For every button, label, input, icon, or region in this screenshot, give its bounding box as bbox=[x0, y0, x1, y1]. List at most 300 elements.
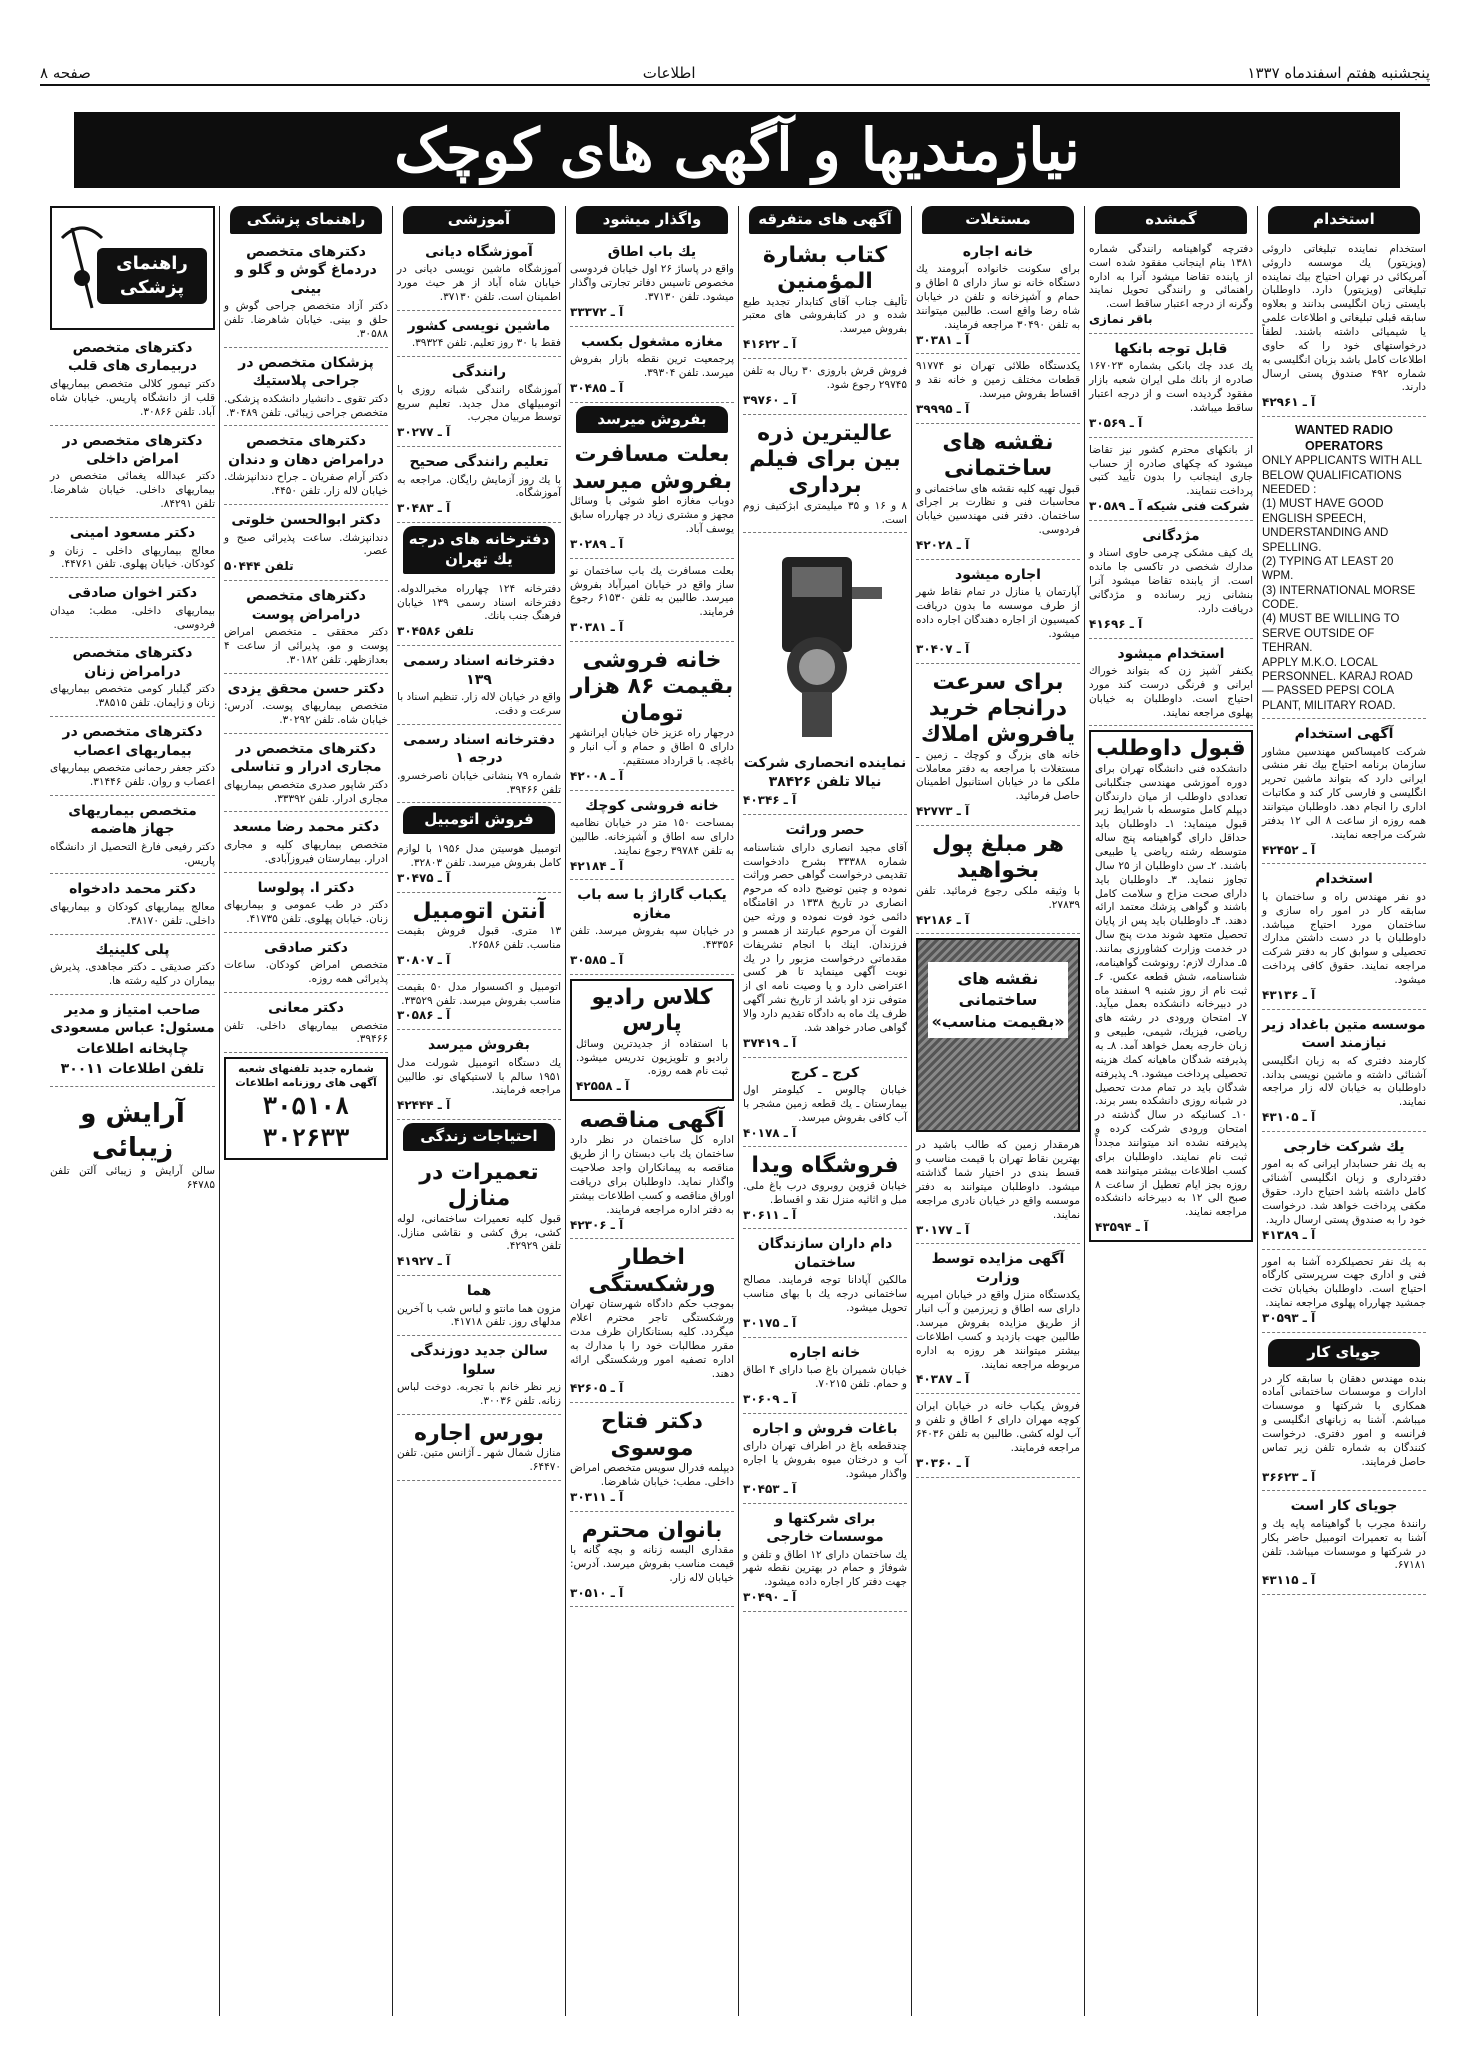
ad-title: سالن جدید دوزندگی سلوا bbox=[410, 1343, 548, 1378]
ad-title: دكترهای متخصص در امراض داخلی bbox=[62, 432, 203, 467]
ad-item bbox=[50, 521, 215, 578]
ad-title: دكتر اخوان صادقی bbox=[67, 585, 198, 602]
ad-body: دكتر در طب عمومی و بیماریهای زنان. خیابان پهلوی. تلفن ۴۱۷۳۵. bbox=[224, 899, 388, 925]
ad-item bbox=[743, 751, 907, 815]
english-line: (3) INTERNATIONAL MORSE CODE. bbox=[1262, 584, 1416, 612]
ad-item bbox=[1262, 240, 1426, 417]
ad-title: دكترهای متخصص در بیماریهای اعصاب bbox=[62, 724, 203, 759]
subsection-heading: فروش اتومبیل bbox=[403, 806, 555, 834]
ad-number: آ ـ ۴۲۴۵۲ bbox=[1262, 842, 1316, 857]
ad-body: دكتر آرام صفریان ـ جراح دندانپزشك. خیابان لاله زار. تلفن ۴۴۵۰. bbox=[224, 471, 388, 498]
blueprint-photo bbox=[916, 938, 1080, 1132]
column-heading: آموزشی bbox=[403, 206, 555, 234]
ad-number: آ ـ ۴۱۹۲۷ bbox=[397, 1254, 451, 1269]
ad-number: آ ـ ۴۲۵۵۸ bbox=[576, 1079, 630, 1094]
ad-number: آ ـ ۴۲۱۸۶ bbox=[916, 912, 970, 927]
ad-item bbox=[224, 351, 388, 427]
ad-title: دكتر ابوالحسن خلوتی bbox=[231, 512, 381, 529]
ad-body: دكتر گیلبار كومی متخصص بیماریهای زنان و زایمان. تلفن ۳۸۵۱۵. bbox=[50, 683, 215, 710]
ad-number: تلفن ۳۰۴۵۸۶ bbox=[397, 624, 474, 639]
ad-item bbox=[743, 818, 907, 1057]
ad-title: خانه اجاره bbox=[962, 243, 1034, 260]
column-misc bbox=[738, 206, 911, 2016]
ad-body: درجهار راه عزیز خان خیابان ایرانشهر دارای ۵ اطاق و حمام و آب انبار و باغچه. با قرارداد مستقیم. bbox=[570, 727, 734, 767]
ad-number: آ ـ ۴۳۱۳۶ bbox=[1262, 987, 1316, 1002]
ad-item bbox=[570, 1105, 734, 1239]
column-heading: مستغلات bbox=[922, 206, 1074, 234]
ad-title: برای شركتها و موسسات خارجی bbox=[766, 1510, 884, 1546]
ad-number: آ ـ ۳۰۳۸۱ bbox=[570, 620, 624, 635]
ad-item bbox=[743, 1417, 907, 1504]
ad-body: خیابان چالوس ـ كیلومتر اول بیمارستان ـ یك قطعه زمین مشجر با آب كافی بفروش میرسد. bbox=[743, 1083, 907, 1124]
ad-number: آ ـ ۳۹۷۶۰ bbox=[743, 392, 797, 407]
ad-title: پلی كلینیك bbox=[95, 941, 170, 958]
beauty-salon-body: سالن آرایش و زیبائی آلتن تلفن ۶۴۷۸۵ bbox=[50, 1165, 215, 1192]
ad-item bbox=[570, 1515, 734, 1608]
ad-title: اخطار ورشكستگی bbox=[588, 1245, 716, 1297]
ad-number: آ ـ ۴۱۳۸۹ bbox=[1262, 1227, 1316, 1242]
ad-item bbox=[1089, 337, 1253, 438]
ad-title: پزشكان متخصص در جراحی پلاستیك bbox=[238, 354, 374, 390]
ad-number: آ ـ ۳۰۵۱۰ bbox=[570, 1585, 624, 1600]
ad-item bbox=[570, 1406, 734, 1511]
ad-item bbox=[397, 1339, 561, 1415]
column-heading: واگذار میشود bbox=[576, 206, 728, 234]
ad-body: متخصص بیماریهای داخلی. تلفن ۳۹۴۶۶. bbox=[224, 1019, 388, 1046]
ad-number: آ ـ ۴۲۶۰۵ bbox=[570, 1381, 624, 1396]
ad-item bbox=[50, 877, 215, 934]
ad-number: آ ـ ۴۲۹۶۱ bbox=[1262, 395, 1316, 410]
newspaper-name: اطلاعات bbox=[642, 64, 696, 82]
ad-item bbox=[224, 876, 388, 933]
ad-title: یك شركت خارجی bbox=[1283, 1138, 1405, 1155]
ad-item bbox=[50, 720, 215, 796]
ad-number: آ ـ ۳۰۵۶۹ bbox=[1089, 415, 1143, 430]
ad-item bbox=[916, 357, 1080, 423]
ad-item bbox=[1262, 1253, 1426, 1333]
section-banner: نیازمندیها و آگهی های کوچک bbox=[74, 112, 1400, 188]
ad-title: استخدام میشود bbox=[1117, 645, 1225, 662]
subsection-heading: احتیاجات زندگی bbox=[403, 1123, 555, 1151]
ad-number: آ ـ ۴۳۵۹۴ bbox=[1095, 1220, 1149, 1235]
ad-body: دكتر محققی ـ متخصص امراض پوست و مو. پذیرائی از ساعت ۴ بعدازظهر. تلفن ۳۰۱۸۲. bbox=[224, 626, 388, 666]
ad-item bbox=[570, 1242, 734, 1403]
ad-title: اجاره میشود bbox=[955, 566, 1041, 583]
ad-title: مژدگانی bbox=[1142, 527, 1200, 544]
ad-item bbox=[50, 938, 215, 995]
ad-number: آ ـ ۴۳۱۱۵ bbox=[1262, 1573, 1316, 1588]
photo-caption: نقشه های ساختمانی «بقیمت مناسب» bbox=[928, 962, 1068, 1037]
ad-number: آ ـ ۳۰۴۹۰ bbox=[743, 1590, 797, 1605]
ad-title: دكترهای متخصص دردماغ گوش و گلو و بینی bbox=[235, 243, 377, 297]
ad-number: آ ـ ۳۶۶۲۳ bbox=[1262, 1469, 1316, 1484]
ad-title: دكتر صادقی bbox=[264, 939, 348, 956]
english-ad-title: WANTED RADIO OPERATORS bbox=[1295, 423, 1393, 453]
ad-number: آ ـ ۳۰۵۸۶ bbox=[397, 1008, 451, 1023]
ad-item bbox=[743, 1507, 907, 1612]
ad-body: رانندهٔ مجرب با گواهینامه پایه یك و آشنا به تعمیرات اتومبیل حاضر بكار در شركتها و موسسات میباشد. تلفن ۶۷۱۸۱. bbox=[1262, 1517, 1426, 1572]
column-real-estate bbox=[911, 206, 1084, 2016]
ad-body: ۱۳ متری. قبول فروش بقیمت مناسب. تلفن ۲۶۵۸۶. bbox=[397, 925, 561, 951]
ad-body: دانشكده فنی دانشگاه تهران برای دوره آموزشی مهندسی جنگلبانی تعدادی داوطلب از میان دارندگان دیپلم كامل متوسطه با شرایط زیر قبول مینماید: ۱ـ داوطلبان باید حداقل دارای گواهینامه پنج ساله متوسطه رشته ریاضی یا طبیعی باشند. ۲ـ سن داوطلبان از ۲۵ سال تجاوز ننماید. ۳ـ داوطلبان باید دارای صحت مزاج و سلامت كامل باشند و گواهی پزشك معتمد ارائه دهند. ۴ـ داوطلبان باید پس از پایان تحصیل متعهد شوند مدت پنج سال در خدمت وزارت كشاورزی بمانند. ۵ـ مدارك لازم: رونوشت گواهینامه، شناسنامه، شش قطعه عكس. ۶ـ ثبت نام از روز شنبه ۹ اسفند ماه در دبیرخانه دانشكده بعمل میآید. ۷ـ امتحان ورودی در رشته های ریاضی، فیزیك، شیمی، طبیعی و زبان خارجه بعمل خواهد آمد. ۸ـ به پذیرفته شدگان ماهیانه كمك هزینه تحصیلی پرداخت میشود. ۹ـ پذیرفته شدگان باید در تمام مدت تحصیل در شبانه روزی دانشكده بسر برند. ۱۰ـ كسانیكه در سال گذشته در امتحان ورودی شركت كرده و پذیرفته نشده اند میتوانند مجدداً ثبت نام نمایند. داوطلبان برای كسب اطلاعات بیشتر میتوانند همه روزه بجز ایام تعطیل از ساعت ۸ صبح الی ۱۲ به دبیرخانه دانشكده مراجعه نمایند. bbox=[1095, 762, 1248, 1219]
subsection-heading: دفترخانه های درجه یك تهران bbox=[403, 526, 555, 574]
ad-item bbox=[570, 562, 734, 642]
column-heading: گمشده bbox=[1095, 206, 1247, 234]
phone-number: ۳۰۵۱۰۸ bbox=[262, 1091, 350, 1120]
ad-item bbox=[1089, 441, 1253, 521]
ad-body: آموزشگاه ماشین نویسی دیانی در خیابان شاه آباد از هر حیث مورد اطمینان است. تلفن ۳۷۱۳۰. bbox=[397, 263, 561, 303]
ad-item bbox=[397, 1279, 561, 1336]
ad-body: بعلت مسافرت یك باب ساختمان نو ساز واقع در خیابان امیرآباد بفروش میرسد. طالبین به تلفن ۶۱۵۳۰ رجوع فرمایند. bbox=[570, 564, 734, 619]
ad-item bbox=[224, 815, 388, 872]
ad-body: چندقطعه باغ در اطراف تهران دارای آب و درختان میوه بفروش یا اجاره واگذار میشود. bbox=[743, 1440, 907, 1480]
ad-item bbox=[50, 581, 215, 638]
ad-item bbox=[570, 883, 734, 974]
ad-item bbox=[397, 314, 561, 357]
ad-number: آ ـ ۳۰۴۰۷ bbox=[916, 641, 970, 656]
ad-item bbox=[224, 584, 388, 674]
ad-item bbox=[916, 1247, 1080, 1394]
printer-line: چاپخانه اطلاعات bbox=[76, 1040, 189, 1057]
ad-body: دفترخانه ۱۲۴ چهارراه مخبرالدوله. دفترخانه اسناد رسمی ۱۳۹ خیابان فرهنگ جنب بانك. bbox=[397, 582, 561, 623]
ad-item bbox=[1262, 1336, 1426, 1492]
ad-title: حصر وراثت bbox=[785, 822, 865, 839]
camera-illustration bbox=[743, 537, 907, 747]
ad-number: آ ـ ۳۹۹۹۵ bbox=[916, 401, 970, 416]
ad-title: جویای كار bbox=[1268, 1339, 1420, 1367]
ad-body: دكتر عبدالله یغمائی متخصص در بیماریهای داخلی. خیابان شاهرضا. تلفن ۸۴۲۹۱. bbox=[50, 470, 215, 511]
ad-body: بنده مهندس دهقان با سابقه كار در ادارات و موسسات ساختمانی آماده همكاری با شركتها و موسسات میباشم. آشنا به زبانهای انگلیسی و فرانسه و امور دفتری. درخواست كنندگان به شماره تلفن زیر تماس حاصل فرمایند. bbox=[1262, 1372, 1426, 1468]
ad-title: خانه اجاره bbox=[789, 1344, 861, 1361]
ad-body: دكتر آزاد متخصص جراحی گوش و حلق و بینی. خیابان شاهرضا. تلفن ۳۰۵۸۸. bbox=[224, 300, 388, 340]
column-transfer bbox=[565, 206, 738, 2016]
ad-body: قبول كلیه تعمیرات ساختمانی، لوله كشی، برق كشی و نقاشی منازل. تلفن ۴۲۹۲۹. bbox=[397, 1212, 561, 1253]
ad-body: یكنفر آشپز زن كه بتواند خوراك ایرانی و فرنگی درست كند مورد احتیاج است. داوطلبان به خیابان پهلوی مراجعه نمایند. bbox=[1089, 664, 1253, 719]
ad-item bbox=[224, 936, 388, 993]
ad-number: آ ـ ۳۰۶۱۱ bbox=[743, 1207, 797, 1222]
ad-body: به یك نفر حسابدار ایرانی كه به امور دفترداری و زبان انگلیسی آشنائی كامل داشته باشد احتیاج دارد. حقوق مكفی پرداخت خواهد شد. درخواست خود را به صندوق پستی ارسال دارید. bbox=[1262, 1158, 1426, 1226]
ad-item bbox=[397, 580, 561, 646]
ad-title: یك باب اطاق bbox=[607, 243, 697, 260]
ad-body: واقع در پاساژ ۲۶ اول خیابان فردوسی مخصوص تاسیس دفاتر تجارتی واگذار میشود. تلفن ۳۷۱۳۰. bbox=[570, 263, 734, 303]
ad-body: معالج بیماریهای كودكان و بیماریهای داخلی. تلفن ۳۸۱۷۰. bbox=[50, 900, 215, 927]
ad-body: فقط با ۳۰ روز تعلیم. تلفن ۳۹۳۲۴. bbox=[411, 337, 561, 350]
ad-item bbox=[397, 1157, 561, 1276]
ad-body: متخصص امراض كودكان. ساعات پذیرائی همه روزه. bbox=[224, 959, 388, 986]
ad-title: ماشین نویسی كشور bbox=[407, 317, 551, 334]
ad-body: دكتر تیمور كلالی متخصص بیماریهای قلب از دانشگاه پاریس. خیابان شاه آباد. تلفن ۳۰۸۶۶. bbox=[50, 377, 215, 418]
ad-body: متخصص بیماریهای پوست. آدرس: خیابان شاه. تلفن ۳۰۲۹۲. bbox=[224, 700, 388, 726]
ad-body: بیماریهای داخلی. مطب: میدان فردوسی. bbox=[50, 604, 215, 631]
subsection-heading: بفروش میرسد bbox=[576, 406, 728, 434]
masthead-line bbox=[40, 62, 1430, 86]
ad-title: دكتر معانی bbox=[268, 1000, 344, 1017]
ad-number: آ ـ ۳۰۵۹۳ bbox=[1262, 1310, 1316, 1325]
column-heading: استخدام bbox=[1268, 206, 1420, 234]
ad-body: یك عدد چك بانكی بشماره ۱۶۷۰۲۳ صادره از بانك ملی ایران شعبه بازار مفقود گردیده است و از درجه اعتبار ساقط میباشد. bbox=[1089, 360, 1253, 414]
ad-number: آ ـ ۳۰۴۸۳ bbox=[397, 501, 451, 516]
camera-icon bbox=[742, 537, 907, 747]
ad-title: آگهی مزایده توسط وزارت bbox=[931, 1251, 1065, 1286]
ad-item bbox=[916, 240, 1080, 355]
phone-box-title: شماره جدید تلفنهای شعبه آگهی های روزنامه اطلاعات bbox=[235, 1063, 377, 1090]
ad-title: دفترخانه اسناد رسمی درجه ۱ bbox=[403, 731, 555, 767]
ad-title: جویای كار است bbox=[1290, 1498, 1398, 1515]
classified-columns bbox=[40, 206, 1430, 2016]
ad-body: معالج بیماریهای داخلی ـ زنان و كودكان. خیابان پهلوی. تلفن ۴۴۷۶۱. bbox=[50, 544, 215, 571]
ad-item bbox=[1089, 240, 1253, 334]
ad-body: دو نفر مهندس راه و ساختمان با سابقه كار در امور راه سازی و ساختمان مورد احتیاج میباشد. داوطلبان با در دست داشتن مدارك تحصیلی و سوابق كار به دفتر شركت مراجعه نمایند. حقوق كافی پرداخت میشود. bbox=[1262, 890, 1426, 987]
ad-body: مزون هما مانتو و لباس شب با آخرین مدلهای روز. تلفن ۴۱۷۱۸. bbox=[397, 1302, 561, 1329]
ad-item bbox=[916, 1397, 1080, 1477]
ad-item bbox=[570, 240, 734, 327]
ad-number: آ ـ ۳۰۳۱۱ bbox=[570, 1489, 624, 1504]
ad-body: دكتر تقوی ـ دانشیار دانشكده پزشكی. متخصص جراحی زیبائی. تلفن ۳۰۴۸۹. bbox=[224, 392, 388, 419]
ad-body: یك ساختمان دارای ۱۲ اطاق و تلفن و شوفاژ و حمام در بهترین نقطه شهر جهت دفتر كار اجاره داده میشود. bbox=[743, 1548, 907, 1589]
english-line: (1) MUST HAVE GOOD ENGLISH SPEECH, UNDERSTANDING AND SPELLING. bbox=[1262, 498, 1389, 554]
ad-item bbox=[224, 508, 388, 581]
ad-item bbox=[570, 645, 734, 791]
ad-item bbox=[397, 728, 561, 804]
ad-title: قابل توجه بانكها bbox=[1114, 340, 1228, 357]
ad-number: آ ـ ۳۰۸۰۷ bbox=[397, 952, 451, 967]
ad-body: اتومبیل و اكسسوار مدل ۵۰ بقیمت مناسب بفروش میرسد. تلفن ۳۳۵۲۹. bbox=[397, 980, 561, 1007]
ad-number: آ ـ ۴۲۱۸۴ bbox=[570, 858, 624, 873]
ad-item bbox=[50, 641, 215, 717]
ad-body: با یك روز آزمایش رایگان. مراجعه به آموزشگاه. bbox=[397, 473, 561, 500]
ad-item bbox=[397, 649, 561, 725]
ad-body: استخدام نماینده تبلیغاتی داروئی (ویزیتور) یك موسسه داروئی آمریكائی در تهران احتیاج بیك نماینده تبلیغاتی (ویزیتور) دارد. داوطلبان بایستی زبان انگلیسی بدانند و بعلاوه سابقه قبلی تبلیغاتی و اطلاعات علمی یا شیمیائی داشته باشند. لطفاً درخواستهای خود را كه حاوی اطلاعات كامل باشد بزبان انگلیسی به شماره ۴۹۲ صندوق پستی ارسال دارند. bbox=[1262, 242, 1426, 394]
ad-body: تألیف جناب آقای كتابدار تجدید طبع شده و در كتابفروشی های معتبر بفروش میرسد. bbox=[743, 295, 907, 336]
ad-title: قبول داوطلب bbox=[1096, 736, 1246, 762]
ad-item bbox=[916, 563, 1080, 664]
ad-item bbox=[570, 794, 734, 881]
ad-title: خانه فروشی بقیمت ۸۶ هزار تومان bbox=[570, 647, 734, 726]
ad-body: با استفاده از جدیدترین وسائل رادیو و تلویزیون تدریس میشود. ثبت نام همه روزه. bbox=[576, 1037, 728, 1078]
ad-item bbox=[570, 330, 734, 403]
ad-body: ۸ و ۱۶ و ۳۵ میلیمتری ابژكتیف زوم است. bbox=[743, 499, 908, 526]
ad-number: تلفن ۵۰۴۴۴ bbox=[224, 559, 294, 574]
ad-title: هر مبلغ پول بخواهید bbox=[931, 832, 1064, 884]
ad-title: بفروش میرسد bbox=[428, 1037, 530, 1054]
ad-title: كرج ـ كرج bbox=[790, 1064, 860, 1081]
ad-body: اتومبیل هوسیتن مدل ۱۹۵۶ با لوازم كامل بفروش میرسد. تلفن ۳۲۸۰۳. bbox=[397, 843, 561, 870]
english-line: APPLY M.K.O. LOCAL PERSONNEL. KARAJ ROAD — PASSED PEPSI COLA PLANT, MILITARY ROAD. bbox=[1262, 656, 1413, 712]
ad-body: منازل شمال شهر ـ آژانس متین. تلفن ۶۴۴۷۰. bbox=[397, 1447, 561, 1474]
ad-title: عالیترین ذره بین برای فیلم برداری bbox=[749, 420, 901, 499]
ad-title: دفترخانه اسناد رسمی ۱۳۹ bbox=[403, 653, 555, 688]
ad-body: اداره كل ساختمان در نظر دارد ساختمان یك باب دبستان را از طریق مناقصه به پیمانكاران واجد صلاحیت واگذار نماید. داوطلبان برای دریافت اوراق مناقصه و كسب اطلاعات بیشتر به دفتر اداره مراجعه فرمایند. bbox=[570, 1134, 734, 1216]
ad-number: آ ـ ۳۰۳۸۱ bbox=[916, 332, 970, 347]
ad-title: بورس اجاره bbox=[413, 1420, 545, 1446]
ad-item bbox=[224, 677, 388, 734]
ad-body: دكتر صدیقی ـ دكتر مجاهدی. پذیرش بیماران در كلیه رشته ها. bbox=[50, 961, 215, 987]
ad-item bbox=[397, 1418, 561, 1481]
ad-item bbox=[743, 362, 907, 415]
ad-title: آگهی مناقصه bbox=[579, 1108, 725, 1134]
medical-emblem bbox=[50, 206, 215, 330]
english-ad bbox=[1262, 420, 1426, 719]
english-line: (4) MUST BE WILLING TO SERVE OUTSIDE OF TEHRAN. bbox=[1262, 613, 1400, 655]
ad-item bbox=[570, 439, 734, 558]
ad-body: از بانكهای محترم كشور نیز تقاضا میشود كه چكهای صادره از حساب جاری اینجانب را بدون تأیید كتبی پرداخت ننمایند. bbox=[1089, 443, 1253, 498]
ad-item bbox=[50, 336, 215, 426]
ad-title: دكترهای متخصص درامراض زنان bbox=[72, 645, 193, 680]
ad-number: آ ـ ۳۳۳۷۲ bbox=[570, 304, 624, 319]
ad-item bbox=[743, 1341, 907, 1414]
ad-item bbox=[224, 996, 388, 1053]
ad-item bbox=[1262, 722, 1426, 864]
ad-title: دكتر ا. پولوسا bbox=[257, 879, 355, 896]
ad-title: دكتر فتاح موسوی bbox=[601, 1409, 703, 1461]
ad-body: واقع در خیابان لاله زار. تنظیم اسناد با سرعت و دقت. bbox=[397, 691, 561, 717]
column-heading: راهنمای پزشكی bbox=[97, 248, 207, 304]
ad-number: آ ـ ۴۳۱۰۵ bbox=[1262, 1110, 1316, 1125]
ad-item bbox=[1089, 642, 1253, 727]
ad-item bbox=[916, 427, 1080, 560]
ad-title: آگهی استخدام bbox=[1294, 726, 1394, 743]
column-heading: راهنمای پزشكی bbox=[230, 206, 382, 234]
ad-number: آ ـ ۴۰۱۷۸ bbox=[743, 1125, 797, 1140]
ad-body: كارمند دفتری كه به زبان انگلیسی آشنائی داشته و ماشین نویسی بداند. داوطلبان به خیابان لاله زار مراجعه نمایند. bbox=[1262, 1054, 1426, 1109]
ad-body: بموجب حكم دادگاه شهرستان تهران ورشكستگی تاجر محترم اعلام میگردد. كلیه بستانكاران ظرف مدت مقرر مطالبات خود را با مدارك به اداره تصفیه امور ورشكستگی ارائه دهند. bbox=[570, 1298, 734, 1380]
ad-number: آ ـ ۴۲۰۰۸ bbox=[570, 768, 624, 783]
phone-number: ۳۰۲۶۳۳ bbox=[262, 1123, 350, 1152]
ad-number: آ ـ ۴۱۶۹۶ bbox=[1089, 616, 1143, 631]
ad-body: فروش یكباب خانه در خیابان ایران كوچه مهران دارای ۶ اطاق و تلفن و آب لوله كشی. طالبین به تلفن ۶۴۰۳۶ مراجعه فرمایند. bbox=[916, 1400, 1080, 1454]
column-medical-b bbox=[46, 206, 219, 2016]
ad-item bbox=[916, 829, 1080, 934]
ad-body: در خیابان سپه بفروش میرسد. تلفن ۴۳۳۵۶. bbox=[570, 925, 734, 952]
ad-item bbox=[224, 240, 388, 348]
ad-number: آ ـ ۴۱۶۲۲ bbox=[743, 337, 797, 352]
ad-item bbox=[1262, 1494, 1426, 1595]
ad-title: موسسه متین باغداد زیر نیازمند است bbox=[1262, 1016, 1426, 1052]
column-heading: آگهی های متفرقه bbox=[749, 206, 901, 234]
admission-notice bbox=[1089, 730, 1253, 1242]
ad-item bbox=[397, 978, 561, 1031]
ad-title: تعمیرات در منازل bbox=[419, 1159, 539, 1212]
ad-body: دوباب مغازه اطو شوئی با وسائل مجهز و مشتری زیاد در چهارراه سابق یوسف آباد. bbox=[570, 495, 734, 535]
ad-title: آموزشگاه دیانی bbox=[425, 243, 533, 260]
ad-body: به یك نفر تحصیلكرده آشنا به امور فنی و اداری جهت سرپرستی كارگاه احتیاج است. داوطلبان بخیابان تخت جمشید چهارراه پهلوی مراجعه نمایند. bbox=[1262, 1255, 1426, 1310]
ad-number: باقر نمازی bbox=[1089, 312, 1153, 327]
ad-title: نماینده انحصاری شركت نیالا تلفن ۳۸۴۲۶ bbox=[743, 755, 907, 790]
ad-title: خانه فروشی كوچك bbox=[585, 797, 719, 814]
issue-date: پنجشنبه هفتم اسفندماه ۱۳۳۷ bbox=[1247, 64, 1430, 82]
ad-item bbox=[397, 360, 561, 447]
ad-number: آ ـ ۳۰۲۷۷ bbox=[397, 425, 451, 440]
ad-body: فروش قرش باروزی ۳۰ ریال به تلفن ۲۹۷۴۵ رجوع شود. bbox=[743, 364, 907, 391]
ad-body: دیپلمه فدرال سویس متخصص امراض داخلی. مطب: خیابان شاهرضا. bbox=[570, 1461, 734, 1488]
ad-item bbox=[224, 737, 388, 813]
ad-body: برای سكونت خانواده آبرومند یك دستگاه خانه نو ساز دارای ۵ اطاق و حمام و آشپزخانه و تلفن در خیابان شاه رضا واقع است. طالبین میتوانند به تلفن ۳۰۴۹۰ مراجعه فرمایند. bbox=[916, 263, 1080, 331]
ad-item bbox=[916, 667, 1080, 826]
ad-title: دكترهای متخصص دربیماری های قلب bbox=[68, 340, 197, 375]
ad-body: پرجمعیت ترین نقطه بازار بفروش میرسد. تلفن ۳۹۳۰۴. bbox=[570, 353, 734, 379]
ad-item bbox=[743, 1061, 907, 1148]
ad-number: آ ـ ۳۰۵۸۵ bbox=[570, 953, 624, 968]
ad-body: مقداری البسه زنانه و بچه گانه با قیمت مناسب بفروش میرسد. آدرس: خیابان لاله زار. bbox=[570, 1543, 734, 1584]
ad-item bbox=[397, 240, 561, 311]
ad-number: آ ـ ۳۷۴۱۹ bbox=[743, 1035, 797, 1050]
colophon bbox=[50, 998, 215, 1087]
ad-number: آ ـ ۳۰۱۷۵ bbox=[743, 1315, 797, 1330]
ad-body: دندانپزشك. ساعت پذیرائی صبح و عصر. bbox=[224, 531, 388, 558]
ad-body: خیابان قزوین روبروی درب باغ ملی. مبل و اثاثیه منزل نقد و اقساط. bbox=[743, 1179, 907, 1206]
ad-body: شماره ۷۹ بنشانی خیابان ناصرخسرو. تلفن ۳۹۴۶۶. bbox=[397, 769, 561, 796]
ad-title: دكتر محمد دادخواه bbox=[69, 881, 196, 898]
ad-body: شركت كامپساكس مهندسین مشاور سازمان برنامه احتیاج بیك نفر منشی ایرانی دارد كه بتواند ماشین تحریر انگلیسی و فارسی كار كند و مكاتبات اداری را انجام دهد. داوطلبان میتوانند همه روزه از ساعت ۸ الی ۱۲ بدفتر شركت مراجعه نمایند. bbox=[1262, 745, 1426, 841]
ad-title: دكترهای متخصص در مجاری ادرار و تناسلی bbox=[230, 740, 382, 776]
ad-number: آ ـ ۳۰۱۷۷ bbox=[916, 1222, 970, 1237]
ad-body: متخصص بیماریهای كلیه و مجاری ادرار. بیمارستان فیروزآبادی. bbox=[224, 838, 388, 865]
ad-title: مغازه مشغول بكسب bbox=[580, 333, 724, 350]
ad-item bbox=[50, 429, 215, 519]
ad-body: آقای مجید انصاری دارای شناسنامه شماره ۳۳۳۸۸ بشرح دادخواست تقدیمی درخواست گواهی حصر وراثت نموده و چنین توضیح داده كه مرحوم انصاری در تاریخ ۱۳۳۸ در اقامتگاه دائمی خود فوت نموده و ورثه حین الفوت آن مرحوم عبارتند از همسر و فرزندان. اینك با انجام تشریفات مقدماتی درخواست مزبور را در یك نوبت آگهی مینماید تا هر كسی اعتراضی دارد و یا وصیت نامه ای از متوفی نزد او باشد از تاریخ نشر آگهی ظرف یك ماه به دادگاه تقدیم دارد والا گواهی صادر خواهد شد. bbox=[743, 841, 907, 1034]
ad-title: دكتر مسعود امینی bbox=[69, 525, 196, 542]
ad-body: دكتر جعفر رحمانی متخصص بیماریهای اعصاب و روان. تلفن ۳۱۴۴۶. bbox=[50, 762, 215, 788]
ad-item bbox=[397, 840, 561, 893]
ad-body: قبول تهیه كلیه نقشه های ساختمانی و محاسبات فنی و نظارت بر اجرای ساختمان. دفتر فنی مهندسین خیابان فردوسی. bbox=[916, 482, 1080, 537]
ad-title: برای سرعت درانجام خرید یافروش املاك bbox=[920, 669, 1076, 748]
ad-title: بعلت مسافرت بفروش میرسد bbox=[571, 442, 733, 494]
ad-number: آ ـ ۳۰۴۵۳ bbox=[743, 1481, 797, 1496]
ad-title: دام داران سازندگان ساختمان bbox=[757, 1236, 893, 1271]
ad-item bbox=[743, 1150, 907, 1229]
ad-title: نقشه های ساختمانی bbox=[942, 429, 1054, 482]
phone-numbers-box bbox=[224, 1057, 388, 1160]
ad-title: دكتر محمد رضا مسعد bbox=[232, 819, 380, 836]
column-education bbox=[392, 206, 565, 2016]
ad-body: آپارتمان یا منازل در تمام نقاط شهر از طرف موسسه ما بدون دریافت كمیسیون از اجاره دهندگان اجاره داده میشود. bbox=[916, 586, 1080, 640]
ad-item bbox=[743, 418, 907, 534]
ad-number: شركت فنی شیكه آ ـ ۳۰۵۸۹ bbox=[1089, 499, 1250, 514]
ad-item bbox=[1262, 867, 1426, 1009]
ad-body: دفترچه گواهینامه رانندگی شماره ۱۳۸۱ بنام اینجانب مفقود شده است از یابنده تقاضا میشود آنرا به اداره راهنمائی و رانندگی تحویل نمایند وگرنه از درجه اعتبار ساقط است. bbox=[1089, 242, 1253, 311]
ad-title: دكتر حسن محقق یزدی bbox=[227, 680, 385, 697]
ad-body: با وثیقه ملكی رجوع فرمائید. تلفن ۲۷۸۳۹. bbox=[916, 884, 1080, 911]
ad-body: یك كیف مشكی چرمی حاوی اسناد و مدارك شخصی در تاكسی جا مانده است. از یابنده تقاضا میشود آنرا بنشانی زیر رسانده و مژدگانی دریافت دارد. bbox=[1089, 547, 1253, 615]
ad-title: كلاس رادیو پارس bbox=[591, 984, 713, 1037]
ad-title: كتاب بشارة المؤمنین bbox=[762, 242, 888, 295]
ad-number: آ ـ ۳۰۲۸۹ bbox=[570, 536, 624, 551]
ad-number: آ ـ ۴۰۳۴۶ bbox=[743, 793, 797, 808]
ad-title: متخصص بیماریهای جهاز هاضمه bbox=[68, 802, 197, 838]
ad-item bbox=[916, 1136, 1080, 1244]
ad-body: یك دستگاه اتومبیل شورلت مدل ۱۹۵۱ سالم با لاستیكهای نو. طالبین مراجعه فرمایند. bbox=[397, 1056, 561, 1097]
ad-number: آ ـ ۴۰۳۸۷ bbox=[916, 1372, 970, 1387]
office-phone: تلفن اطلاعات ۳۰۰۱۱ bbox=[60, 1061, 205, 1078]
ad-item bbox=[743, 1232, 907, 1337]
ad-title: فروشگاه ویدا bbox=[751, 1153, 899, 1179]
ad-number: آ ـ ۴۲۷۷۳ bbox=[916, 804, 970, 819]
column-lost bbox=[1084, 206, 1257, 2016]
ad-body: هرمقدار زمین كه طالب باشید در بهترین نقاط تهران با قیمت مناسب و قسط بندی در اختیار شما گذاشته میشود. داوطلبان میتوانند به دفتر موسسه واقع در خیابان نادری مراجعه نمایند. bbox=[916, 1139, 1080, 1221]
ad-item bbox=[1262, 1135, 1426, 1250]
beauty-salon-title: آرایش و زیبائی bbox=[80, 1098, 185, 1163]
ad-title: استخدام bbox=[1315, 871, 1373, 888]
page-number: صفحه ۸ bbox=[40, 64, 91, 82]
ad-item bbox=[397, 1033, 561, 1120]
ad-number: آ ـ ۳۰۳۶۰ bbox=[916, 1455, 970, 1470]
ad-number: آ ـ ۳۰۴۷۵ bbox=[397, 870, 451, 885]
ad-number: آ ـ ۴۲۴۴۴ bbox=[397, 1098, 451, 1113]
ad-title: باغات فروش و اجاره bbox=[752, 1420, 898, 1437]
english-line: (2) TYPING AT LEAST 20 WPM. bbox=[1262, 555, 1394, 583]
ad-title: دكترهای متخصص درامراض دهان و دندان bbox=[228, 433, 384, 468]
ad-title: آنتن اتومبیل bbox=[412, 898, 546, 924]
